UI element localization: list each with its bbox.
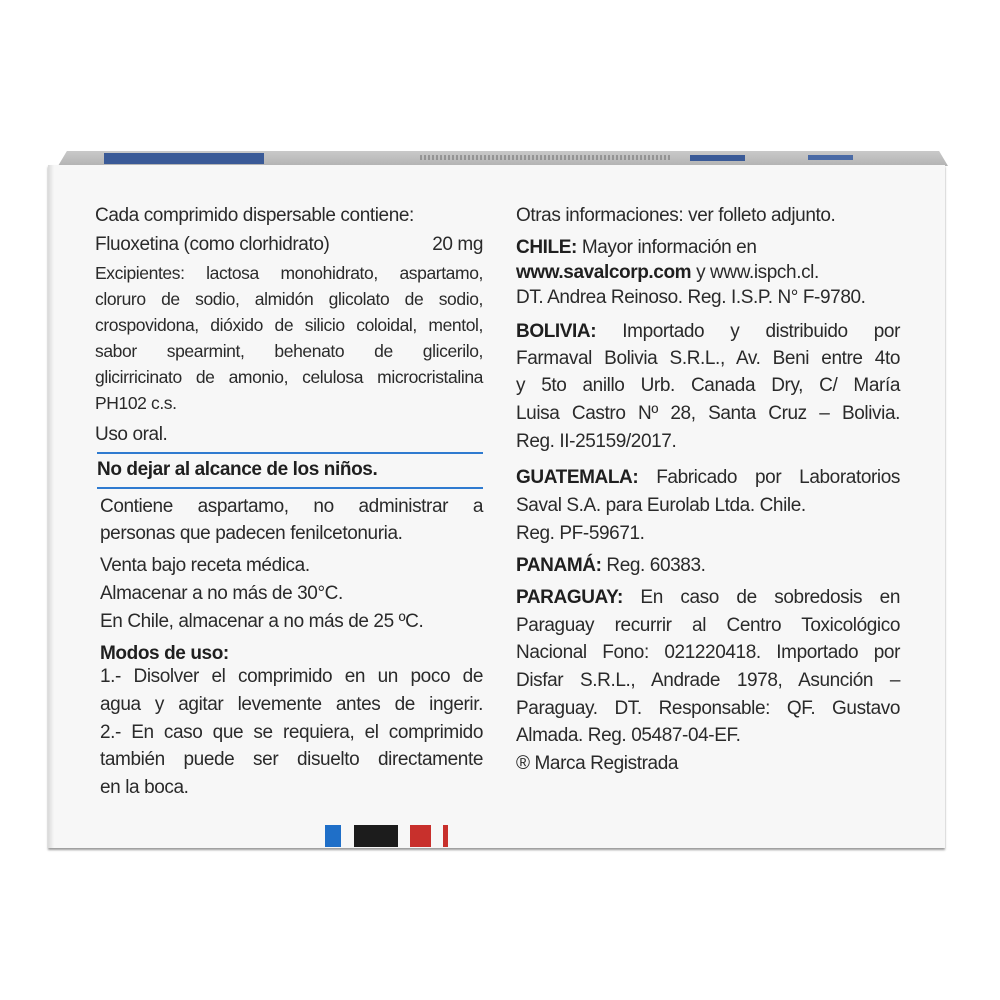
left-text-line xyxy=(95,261,483,285)
line-text: Farmaval Bolivia S.R.L., Av. Beni entre 4to xyxy=(516,348,900,369)
line-text: y www.ispch.cl. xyxy=(691,262,819,283)
line-text: crospovidona, dióxido de silicio coloidal, mentol, xyxy=(95,315,483,335)
line-text: 1.- Disolver el comprimido en un poco de xyxy=(100,666,483,687)
left-text-line xyxy=(100,693,483,717)
left-text-line xyxy=(95,287,483,311)
line-text: DT. Andrea Reinoso. Reg. I.S.P. N° F-9780. xyxy=(516,287,866,308)
line-text: en la boca. xyxy=(100,777,189,798)
bold-heading: CHILE: xyxy=(516,237,577,258)
line-text: Paraguay. DT. Responsable: QF. Gustavo xyxy=(516,698,900,719)
line-text: Saval S.A. para Eurolab Ltda. Chile. xyxy=(516,495,806,516)
line-text: Paraguay recurrir al Centro Toxicológico xyxy=(516,615,900,636)
bold-heading: GUATEMALA: xyxy=(516,467,639,488)
left-text-line xyxy=(100,776,483,800)
right-text-line xyxy=(516,204,900,228)
right-text-line xyxy=(516,554,900,578)
right-text-line xyxy=(516,494,900,518)
line-text: Otras informaciones: ver folleto adjunto. xyxy=(516,205,836,226)
line-text: glicirricinato de amonio, celulosa microcristalina xyxy=(95,367,483,387)
right-text-line xyxy=(516,374,900,398)
line-text: Cada comprimido dispersable contiene: xyxy=(95,205,414,226)
right-text-line xyxy=(516,697,900,721)
left-text-line xyxy=(100,582,483,606)
right-text-line xyxy=(516,724,900,748)
right-text-line xyxy=(516,261,900,285)
right-text-line xyxy=(516,347,900,371)
left-text-line xyxy=(100,495,483,519)
top-edge-blue-band xyxy=(104,153,264,164)
bold-heading: Modos de uso: xyxy=(100,643,229,664)
right-text-line xyxy=(516,286,900,310)
left-text-line xyxy=(95,391,483,415)
bold-heading: PARAGUAY: xyxy=(516,587,623,608)
left-text-line xyxy=(100,642,483,666)
line-text: En Chile, almacenar a no más de 25 ºC. xyxy=(100,611,424,632)
bold-heading: No dejar al alcance de los niños. xyxy=(97,459,378,480)
dose-value: 20 mg xyxy=(432,234,483,255)
left-text-line xyxy=(95,423,483,447)
right-text-line xyxy=(516,522,900,546)
line-text: Fabricado por Laboratorios xyxy=(638,467,900,488)
blue-rule-top xyxy=(97,452,483,454)
line-text: Almada. Reg. 05487-04-EF. xyxy=(516,725,741,746)
left-text-line xyxy=(100,522,483,546)
line-text: Importado y distribuido por xyxy=(596,321,900,342)
color-swatch-blue xyxy=(325,825,341,847)
line-text: Nacional Fono: 021220418. Importado por xyxy=(516,642,900,663)
line-text: Luisa Castro Nº 28, Santa Cruz – Bolivia. xyxy=(516,403,900,424)
left-text-line xyxy=(100,721,483,745)
left-text-line xyxy=(95,233,483,257)
line-text: ® Marca Registrada xyxy=(516,753,679,774)
line-text: Fluoxetina (como clorhidrato) xyxy=(95,234,330,255)
left-text-line xyxy=(95,313,483,337)
left-text-line xyxy=(95,365,483,389)
line-text: Excipientes: lactosa monohidrato, aspartamo, xyxy=(95,263,483,283)
line-text: Mayor información en xyxy=(576,237,757,258)
blue-rule-bottom xyxy=(97,487,483,489)
line-text: Venta bajo receta médica. xyxy=(100,555,310,576)
line-text: Reg. PF-59671. xyxy=(516,523,645,544)
left-text-line xyxy=(95,204,483,228)
line-text: y 5to anillo Urb. Canada Dry, C/ María xyxy=(516,375,900,396)
line-text: sabor spearmint, behenato de glicerilo, xyxy=(95,341,483,361)
right-text-line xyxy=(516,641,900,665)
top-edge-logo-2 xyxy=(808,155,853,160)
line-text: Almacenar a no más de 30°C. xyxy=(100,583,343,604)
left-text-line xyxy=(100,610,483,634)
left-text-line xyxy=(100,748,483,772)
color-swatch-red xyxy=(410,825,431,847)
left-text-line xyxy=(100,554,483,578)
right-text-line xyxy=(516,236,900,260)
line-text: Disfar S.R.L., Andrade 1978, Asunción – xyxy=(516,670,900,691)
left-text-line xyxy=(97,458,483,482)
right-text-line xyxy=(516,586,900,610)
color-swatch-red-thin xyxy=(443,825,448,847)
box-left-edge-shade xyxy=(48,165,54,848)
right-text-line xyxy=(516,614,900,638)
line-text: cloruro de sodio, almidón glicolato de sodio, xyxy=(95,289,483,309)
line-text: agua y agitar levemente antes de ingerir. xyxy=(100,694,483,715)
bold-heading: PANAMÁ: xyxy=(516,555,602,576)
line-text: 2.- En caso que se requiera, el comprimido xyxy=(100,722,483,743)
website-link: www.savalcorp.com xyxy=(516,262,692,283)
right-text-line xyxy=(516,402,900,426)
right-text-line xyxy=(516,752,900,776)
line-text: En caso de sobredosis en xyxy=(622,587,900,608)
left-text-line xyxy=(95,339,483,363)
right-text-line xyxy=(516,320,900,344)
top-edge-print xyxy=(420,155,670,160)
right-text-line xyxy=(516,669,900,693)
color-swatch-black xyxy=(354,825,398,847)
line-text: PH102 c.s. xyxy=(95,393,177,413)
line-text: Reg. 60383. xyxy=(601,555,706,576)
line-text: Uso oral. xyxy=(95,424,168,445)
right-text-line xyxy=(516,466,900,490)
line-text: personas que padecen fenilcetonuria. xyxy=(100,523,403,544)
bold-heading: BOLIVIA: xyxy=(516,321,597,342)
right-text-line xyxy=(516,430,900,454)
top-edge-logo xyxy=(690,155,745,161)
line-text: Contiene aspartamo, no administrar a xyxy=(100,496,483,517)
line-text: Reg. II-25159/2017. xyxy=(516,431,677,452)
left-text-line xyxy=(100,665,483,689)
line-text: también puede ser disuelto directamente xyxy=(100,749,483,770)
